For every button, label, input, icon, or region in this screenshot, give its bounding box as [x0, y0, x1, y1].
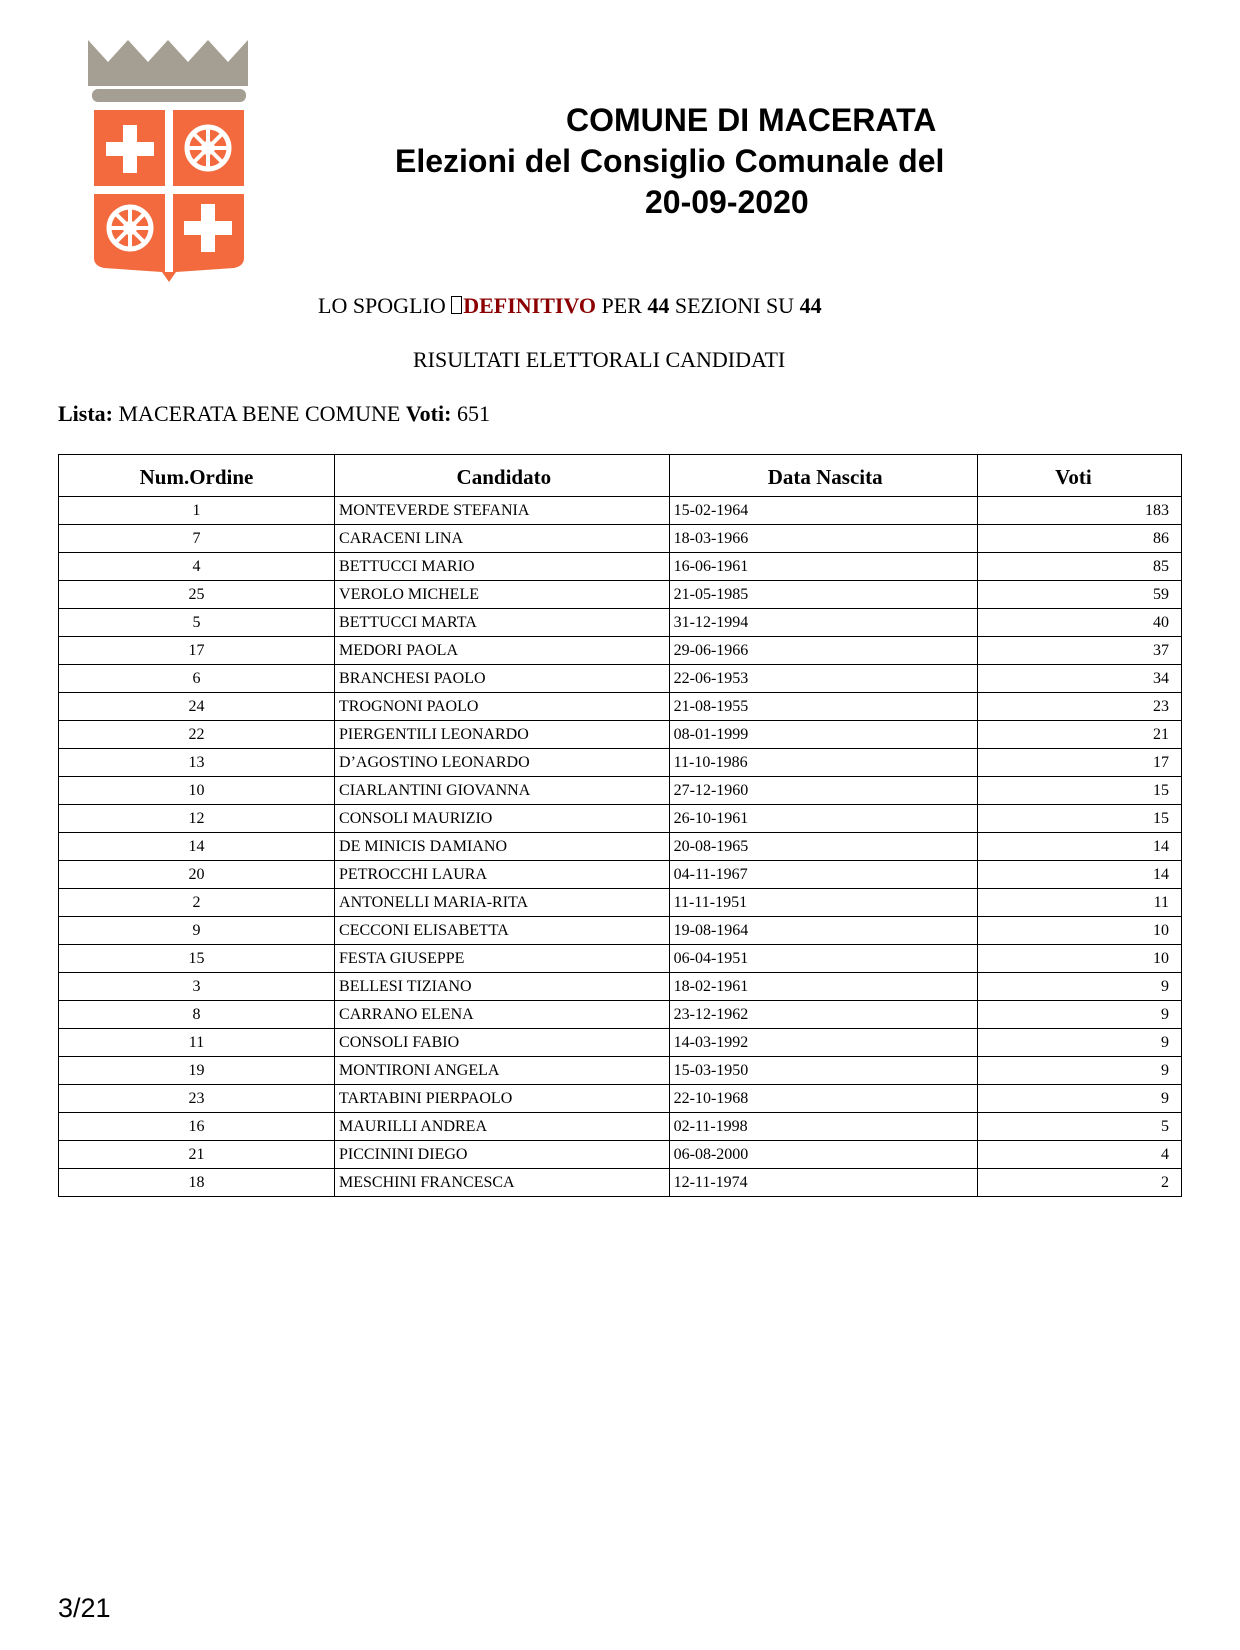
cell-num-ordine: 23: [59, 1085, 335, 1113]
cell-num-ordine: 14: [59, 833, 335, 861]
table-row: [59, 525, 1182, 553]
cell-candidato: TARTABINI PIERPAOLO: [335, 1085, 670, 1113]
table-row: [59, 889, 1182, 917]
cell-num-ordine: 20: [59, 861, 335, 889]
header-candidato: Candidato: [335, 455, 670, 497]
cell-num-ordine: 24: [59, 693, 335, 721]
cell-voti: 5: [977, 1113, 1181, 1141]
cell-num-ordine: 12: [59, 805, 335, 833]
cell-voti: 15: [977, 777, 1181, 805]
cell-num-ordine: 9: [59, 917, 335, 945]
cell-data-nascita: 29-06-1966: [669, 637, 977, 665]
cell-candidato: CONSOLI FABIO: [335, 1029, 670, 1057]
table-row: [59, 665, 1182, 693]
cell-candidato: BETTUCCI MARIO: [335, 553, 670, 581]
cell-data-nascita: 23-12-1962: [669, 1001, 977, 1029]
cell-candidato: BRANCHESI PAOLO: [335, 665, 670, 693]
table-row: [59, 777, 1182, 805]
cell-candidato: FESTA GIUSEPPE: [335, 945, 670, 973]
cell-num-ordine: 10: [59, 777, 335, 805]
cell-num-ordine: 4: [59, 553, 335, 581]
header-date: 20-09-2020: [645, 184, 809, 220]
cell-data-nascita: 22-10-1968: [669, 1085, 977, 1113]
table-row: [59, 917, 1182, 945]
lista-voti-label: Voti:: [405, 401, 452, 426]
cell-data-nascita: 15-03-1950: [669, 1057, 977, 1085]
cell-num-ordine: 17: [59, 637, 335, 665]
cell-num-ordine: 21: [59, 1141, 335, 1169]
sezioni-label: SEZIONI SU: [669, 293, 800, 318]
table-row: [59, 1113, 1182, 1141]
table-row: [59, 637, 1182, 665]
cell-voti: 34: [977, 665, 1181, 693]
table-row: [59, 553, 1182, 581]
cell-candidato: CECCONI ELISABETTA: [335, 917, 670, 945]
cell-voti: 14: [977, 861, 1181, 889]
cell-data-nascita: 06-08-2000: [669, 1141, 977, 1169]
lista-label: Lista:: [58, 401, 113, 426]
cell-data-nascita: 15-02-1964: [669, 497, 977, 525]
cell-voti: 23: [977, 693, 1181, 721]
cell-num-ordine: 22: [59, 721, 335, 749]
cell-candidato: BETTUCCI MARTA: [335, 609, 670, 637]
cell-voti: 9: [977, 1029, 1181, 1057]
table-row: [59, 693, 1182, 721]
cell-voti: 40: [977, 609, 1181, 637]
cell-data-nascita: 06-04-1951: [669, 945, 977, 973]
comune-crest-icon: [84, 34, 262, 288]
table-row: [59, 805, 1182, 833]
header-num-ordine: Num.Ordine: [59, 455, 335, 497]
cell-voti: 21: [977, 721, 1181, 749]
cell-num-ordine: 1: [59, 497, 335, 525]
cell-candidato: MAURILLI ANDREA: [335, 1113, 670, 1141]
cell-num-ordine: 6: [59, 665, 335, 693]
cell-data-nascita: 27-12-1960: [669, 777, 977, 805]
lista-line: [58, 401, 490, 427]
cell-num-ordine: 15: [59, 945, 335, 973]
header-elezioni: Elezioni del Consiglio Comunale del: [395, 143, 945, 179]
table-row: [59, 861, 1182, 889]
wheel-icon: [187, 127, 229, 169]
cell-candidato: CIARLANTINI GIOVANNA: [335, 777, 670, 805]
cell-candidato: DE MINICIS DAMIANO: [335, 833, 670, 861]
cell-candidato: MONTEVERDE STEFANIA: [335, 497, 670, 525]
cell-voti: 10: [977, 917, 1181, 945]
table-row: [59, 1001, 1182, 1029]
spoglio-per: PER: [596, 293, 648, 318]
cell-num-ordine: 18: [59, 1169, 335, 1197]
wheel-icon: [109, 207, 151, 249]
cell-data-nascita: 14-03-1992: [669, 1029, 977, 1057]
cell-candidato: VEROLO MICHELE: [335, 581, 670, 609]
cell-candidato: MONTIRONI ANGELA: [335, 1057, 670, 1085]
header-comune: COMUNE DI MACERATA: [566, 102, 937, 138]
cell-voti: 11: [977, 889, 1181, 917]
table-row: [59, 945, 1182, 973]
cell-voti: 9: [977, 1057, 1181, 1085]
cell-candidato: D’AGOSTINO LEONARDO: [335, 749, 670, 777]
table-row: [59, 581, 1182, 609]
cell-candidato: PETROCCHI LAURA: [335, 861, 670, 889]
table-row: [59, 497, 1182, 525]
results-table: [58, 454, 1182, 1197]
table-header-row: [59, 455, 1182, 497]
spoglio-status-line: [318, 293, 822, 319]
cell-voti: 4: [977, 1141, 1181, 1169]
cell-candidato: PICCININI DIEGO: [335, 1141, 670, 1169]
cell-candidato: TROGNONI PAOLO: [335, 693, 670, 721]
cell-data-nascita: 31-12-1994: [669, 609, 977, 637]
cell-data-nascita: 26-10-1961: [669, 805, 977, 833]
document-header: [370, 100, 990, 223]
cell-voti: 59: [977, 581, 1181, 609]
table-row: [59, 833, 1182, 861]
subtitle: RISULTATI ELETTORALI CANDIDATI: [413, 347, 786, 372]
cell-data-nascita: 08-01-1999: [669, 721, 977, 749]
table-body: [59, 497, 1182, 1197]
header-data-nascita: Data Nascita: [669, 455, 977, 497]
cell-voti: 14: [977, 833, 1181, 861]
cell-num-ordine: 8: [59, 1001, 335, 1029]
cell-data-nascita: 11-10-1986: [669, 749, 977, 777]
cell-candidato: CONSOLI MAURIZIO: [335, 805, 670, 833]
table-row: [59, 1141, 1182, 1169]
cell-num-ordine: 11: [59, 1029, 335, 1057]
cell-voti: 9: [977, 1085, 1181, 1113]
crown-icon: [88, 40, 248, 86]
cell-num-ordine: 2: [59, 889, 335, 917]
cell-voti: 15: [977, 805, 1181, 833]
lista-voti: 651: [451, 401, 490, 426]
cell-data-nascita: 11-11-1951: [669, 889, 977, 917]
spoglio-status: DEFINITIVO: [463, 293, 597, 318]
cell-candidato: BELLESI TIZIANO: [335, 973, 670, 1001]
cell-data-nascita: 04-11-1967: [669, 861, 977, 889]
cell-data-nascita: 21-08-1955: [669, 693, 977, 721]
cell-voti: 9: [977, 1001, 1181, 1029]
cell-num-ordine: 13: [59, 749, 335, 777]
cell-voti: 9: [977, 973, 1181, 1001]
cell-num-ordine: 16: [59, 1113, 335, 1141]
cell-data-nascita: 19-08-1964: [669, 917, 977, 945]
cell-voti: 17: [977, 749, 1181, 777]
cell-data-nascita: 16-06-1961: [669, 553, 977, 581]
cell-voti: 183: [977, 497, 1181, 525]
cell-num-ordine: 7: [59, 525, 335, 553]
cell-candidato: ANTONELLI MARIA-RITA: [335, 889, 670, 917]
cell-voti: 85: [977, 553, 1181, 581]
cell-voti: 37: [977, 637, 1181, 665]
cell-num-ordine: 5: [59, 609, 335, 637]
table-row: [59, 609, 1182, 637]
cell-candidato: MEDORI PAOLA: [335, 637, 670, 665]
cell-voti: 2: [977, 1169, 1181, 1197]
header-voti: Voti: [977, 455, 1181, 497]
sezioni-totali: 44: [799, 293, 822, 318]
cell-voti: 10: [977, 945, 1181, 973]
cell-num-ordine: 3: [59, 973, 335, 1001]
cell-data-nascita: 21-05-1985: [669, 581, 977, 609]
table-row: [59, 1169, 1182, 1197]
table-row: [59, 1085, 1182, 1113]
cell-data-nascita: 12-11-1974: [669, 1169, 977, 1197]
cell-num-ordine: 19: [59, 1057, 335, 1085]
sezioni-scrutinate: 44: [647, 293, 670, 318]
cell-candidato: MESCHINI FRANCESCA: [335, 1169, 670, 1197]
cell-data-nascita: 02-11-1998: [669, 1113, 977, 1141]
lista-name: MACERATA BENE COMUNE: [113, 401, 406, 426]
crown-band: [92, 89, 246, 102]
cell-candidato: CARRANO ELENA: [335, 1001, 670, 1029]
cell-data-nascita: 20-08-1965: [669, 833, 977, 861]
cell-data-nascita: 18-03-1966: [669, 525, 977, 553]
cell-candidato: PIERGENTILI LEONARDO: [335, 721, 670, 749]
table-row: [59, 1029, 1182, 1057]
cell-data-nascita: 22-06-1953: [669, 665, 977, 693]
spoglio-prefix: LO SPOGLIO: [318, 293, 452, 318]
cell-data-nascita: 18-02-1961: [669, 973, 977, 1001]
cell-candidato: CARACENI LINA: [335, 525, 670, 553]
missing-glyph-box: [451, 296, 462, 314]
page-number: 3/21: [58, 1593, 111, 1623]
table-row: [59, 1057, 1182, 1085]
table-row: [59, 749, 1182, 777]
table-row: [59, 973, 1182, 1001]
cell-num-ordine: 25: [59, 581, 335, 609]
table-row: [59, 721, 1182, 749]
cell-voti: 86: [977, 525, 1181, 553]
